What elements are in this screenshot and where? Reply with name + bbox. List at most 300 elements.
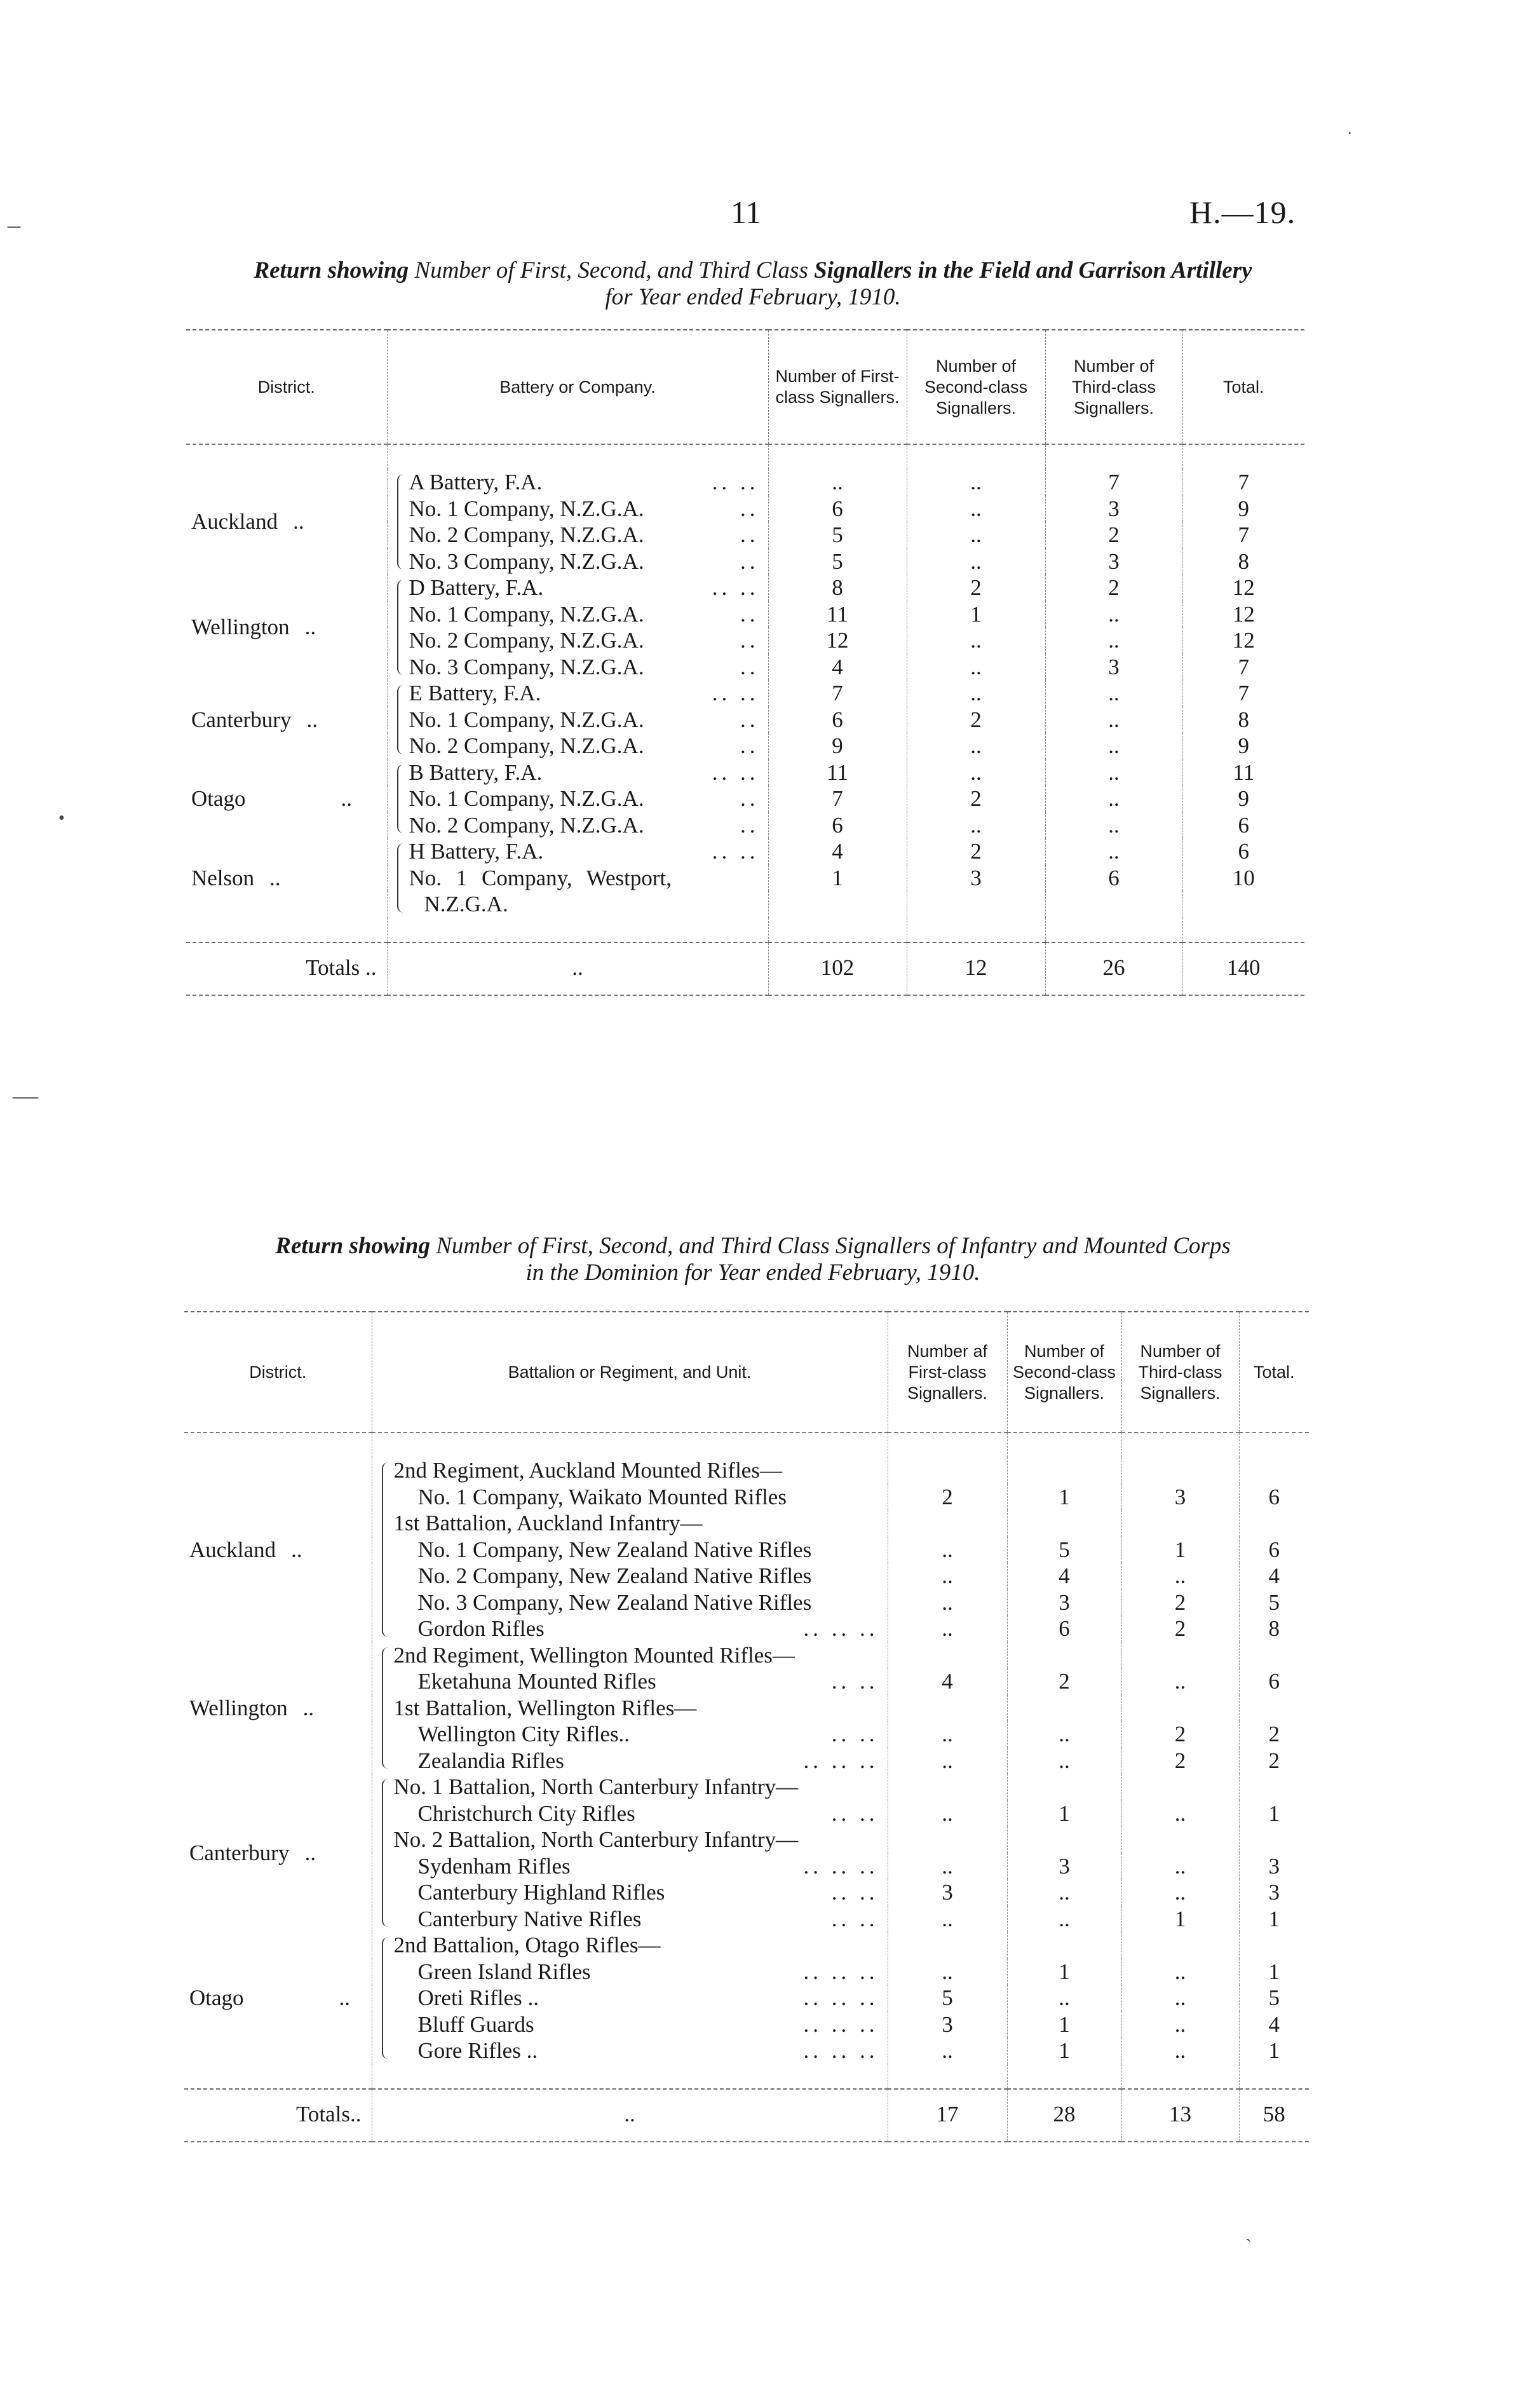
district-name: Auckland — [191, 509, 278, 534]
first-class-cell: .. — [888, 1959, 1007, 1985]
second-class-cell: 3 — [907, 865, 1045, 892]
third-class-cell: .. — [1121, 1563, 1239, 1589]
group-heading-row — [184, 1932, 1309, 1959]
district-name: Auckland — [189, 1537, 276, 1562]
total-cell: 7 — [1182, 680, 1304, 707]
infantry-caption-part: Number of First, Second, and Third Class — [430, 1233, 836, 1259]
artillery-table-body — [186, 444, 1304, 995]
total-second-class: 28 — [1007, 2089, 1121, 2142]
total-cell — [1239, 1695, 1309, 1722]
unit-cell — [372, 1484, 888, 1511]
first-class-cell: 6 — [768, 496, 907, 522]
second-class-cell — [1007, 1826, 1121, 1853]
second-class-cell: 1 — [1007, 1959, 1121, 1985]
margin-mark: · — [1347, 124, 1353, 142]
total-first-class: 17 — [888, 2089, 1007, 2142]
group-brace — [382, 1937, 391, 2059]
first-class-cell — [888, 1642, 1007, 1669]
total-cell — [1239, 1457, 1309, 1484]
margin-mark: – — [8, 210, 20, 239]
total-cell: 9 — [1182, 733, 1304, 759]
total-cell: 4 — [1239, 1563, 1309, 1589]
column-header-total: Total. — [1182, 330, 1304, 444]
table-row — [186, 575, 1304, 601]
first-class-cell: .. — [888, 1853, 1007, 1880]
grand-total: 58 — [1239, 2089, 1309, 2142]
third-class-cell: .. — [1121, 2037, 1239, 2064]
second-class-cell: 1 — [1007, 1800, 1121, 1827]
artillery-caption-part: Number of First, Second, and Third Class — [409, 257, 815, 283]
third-class-cell: .. — [1121, 1853, 1239, 1880]
table-row — [186, 469, 1304, 496]
spacer-row — [186, 918, 1304, 942]
first-class-cell: 9 — [768, 733, 907, 759]
first-class-cell: 3 — [888, 2011, 1007, 2038]
spacer-cell — [372, 1432, 888, 1457]
unit-heading-cell — [372, 1510, 888, 1537]
unit-cell: No. 1 Company, N.Z.G.A. .. — [387, 496, 768, 522]
unit-cell: Gore Rifles .. .. .. .. — [372, 2037, 888, 2064]
first-class-cell: 7 — [768, 680, 907, 707]
unit-name: Bluff Guards — [417, 2011, 534, 2037]
third-class-cell: 2 — [1045, 522, 1182, 548]
column-header-first-class: Number of First-class Signallers. — [768, 330, 907, 444]
third-class-cell: 3 — [1045, 654, 1182, 681]
group-brace — [382, 1462, 391, 1637]
third-class-cell: .. — [1045, 838, 1182, 865]
unit-cell — [372, 1589, 888, 1616]
column-header-unit: Battery or Company. — [387, 330, 768, 444]
second-class-cell: 5 — [1007, 1537, 1121, 1563]
unit-heading: 1st Battalion, Wellington Rifles— — [393, 1695, 697, 1720]
unit-name: No. 2 Company, N.Z.G.A. — [409, 522, 644, 547]
unit-name: Gordon Rifles — [417, 1616, 545, 1641]
third-class-cell — [1121, 1932, 1239, 1959]
first-class-cell: 6 — [768, 707, 907, 733]
unit-name: Canterbury Highland Rifles — [417, 1880, 665, 1905]
first-class-cell — [888, 1695, 1007, 1722]
spacer-cell — [372, 2064, 888, 2089]
unit-cell — [372, 1563, 888, 1589]
unit-cell: No. 1 Company, N.Z.G.A. .. — [387, 786, 768, 812]
group-brace — [397, 474, 406, 569]
third-class-cell: .. — [1045, 733, 1182, 759]
district-name: Otago — [191, 786, 246, 811]
second-class-cell: .. — [907, 759, 1045, 786]
total-cell: 8 — [1182, 548, 1304, 575]
unit-cell: No. 1 Company, N.Z.G.A. .. — [387, 601, 768, 628]
first-class-cell: .. — [888, 1906, 1007, 1933]
first-class-cell: 11 — [768, 601, 907, 628]
totals-unit-cell: .. — [372, 2089, 888, 2142]
district-name: Wellington — [191, 615, 290, 640]
unit-name: No. 2 Company, N.Z.G.A. — [409, 812, 644, 838]
district-cell: Otago .. — [191, 786, 353, 811]
first-class-cell: .. — [888, 1721, 1007, 1748]
spacer-cell — [1239, 2064, 1309, 2089]
third-class-cell: 2 — [1121, 1589, 1239, 1616]
district-cell: Wellington .. — [189, 1695, 315, 1720]
unit-heading-cell — [372, 1932, 888, 1959]
second-class-cell: .. — [1007, 1879, 1121, 1906]
grand-total: 140 — [1182, 942, 1304, 996]
second-class-cell: .. — [1007, 1985, 1121, 2011]
unit-name: No. 1 Company, N.Z.G.A. — [409, 786, 644, 811]
spacer-row — [186, 444, 1304, 469]
second-class-cell — [1007, 1932, 1121, 1959]
unit-cell: Canterbury Highland Rifles .. .. — [372, 1879, 888, 1906]
first-class-cell: .. — [888, 1616, 1007, 1642]
unit-name: Christchurch City Rifles — [417, 1800, 635, 1826]
second-class-cell: 2 — [907, 707, 1045, 733]
unit-heading: No. 1 Battalion, North Canterbury Infantry— — [393, 1774, 799, 1799]
second-class-cell — [1007, 1510, 1121, 1537]
third-class-cell — [1121, 1642, 1239, 1669]
group-brace — [382, 1647, 391, 1769]
total-first-class: 102 — [768, 942, 907, 996]
unit-name: Zealandia Rifles — [417, 1748, 564, 1773]
second-class-cell: 1 — [907, 601, 1045, 628]
artillery-caption-lead: Return showing — [254, 257, 409, 283]
unit-name: Gore Rifles .. — [417, 2038, 538, 2063]
second-class-cell: 2 — [907, 786, 1045, 812]
unit-cell: D Battery, F.A. .. .. — [387, 575, 768, 601]
unit-cell: Sydenham Rifles .. .. .. — [372, 1853, 888, 1880]
unit-cell: B Battery, F.A. .. .. — [387, 759, 768, 786]
total-cell: 6 — [1239, 1484, 1309, 1511]
total-cell: 2 — [1239, 1748, 1309, 1774]
unit-cell: No. 3 Company, N.Z.G.A. .. — [387, 654, 768, 681]
district-cell: Nelson .. — [191, 865, 281, 890]
second-class-cell: .. — [907, 469, 1045, 496]
unit-cell: Christchurch City Rifles .. .. — [372, 1800, 888, 1827]
unit-name: No. 1 Company, N.Z.G.A. — [409, 707, 644, 732]
third-class-cell: .. — [1045, 759, 1182, 786]
second-class-cell: .. — [1007, 1748, 1121, 1774]
third-class-cell: .. — [1121, 2011, 1239, 2038]
spacer-row — [184, 2064, 1309, 2089]
margin-mark: • — [58, 808, 65, 828]
total-cell: 7 — [1182, 522, 1304, 548]
district-cell: Canterbury .. — [189, 1840, 316, 1865]
first-class-cell — [888, 1774, 1007, 1800]
column-header-third-class: Number of Third-class Signallers. — [1045, 330, 1182, 444]
column-header-third-class: Number of Third-class Signallers. — [1121, 1312, 1239, 1432]
second-class-cell: .. — [907, 654, 1045, 681]
second-class-cell: .. — [907, 496, 1045, 522]
table-row — [186, 680, 1304, 707]
third-class-cell: 3 — [1045, 548, 1182, 575]
infantry-caption-lead: Return showing — [275, 1233, 430, 1259]
column-header-total: Total. — [1239, 1312, 1309, 1432]
unit-cell — [387, 891, 768, 918]
first-class-cell: .. — [888, 1563, 1007, 1589]
first-class-cell: 2 — [888, 1484, 1007, 1511]
third-class-cell: .. — [1045, 812, 1182, 839]
third-class-cell: .. — [1045, 601, 1182, 628]
spacer-cell — [184, 1432, 372, 1457]
column-header-district: District. — [257, 377, 315, 397]
total-cell: 3 — [1239, 1879, 1309, 1906]
total-cell: 12 — [1182, 575, 1304, 601]
unit-name: Green Island Rifles — [417, 1959, 591, 1984]
second-class-cell: .. — [907, 680, 1045, 707]
totals-row — [186, 942, 1304, 996]
total-cell — [1239, 1774, 1309, 1800]
third-class-cell: .. — [1121, 1668, 1239, 1695]
group-heading-row — [184, 1774, 1309, 1800]
third-class-cell: 3 — [1121, 1484, 1239, 1511]
unit-name: Wellington City Rifles.. — [417, 1722, 630, 1746]
unit-cell: Green Island Rifles .. .. .. — [372, 1959, 888, 1985]
infantry-caption — [184, 1233, 1322, 1286]
total-cell — [1239, 1932, 1309, 1959]
second-class-cell: .. — [1007, 1721, 1121, 1748]
total-cell: 1 — [1239, 1959, 1309, 1985]
first-class-cell: .. — [888, 1589, 1007, 1616]
total-cell — [1239, 1826, 1309, 1853]
unit-cell: Oreti Rifles .. .. .. .. — [372, 1985, 888, 2011]
unit-heading-cell — [372, 1826, 888, 1853]
total-cell: 6 — [1239, 1668, 1309, 1695]
district-cell: Auckland .. — [191, 509, 304, 534]
artillery-caption — [184, 257, 1322, 311]
unit-name-continued: N.Z.G.A. — [424, 892, 508, 916]
second-class-cell — [1007, 1457, 1121, 1484]
total-cell: 7 — [1182, 654, 1304, 681]
total-cell: 6 — [1182, 812, 1304, 839]
first-class-cell — [888, 1826, 1007, 1853]
second-class-cell: 4 — [1007, 1563, 1121, 1589]
first-class-cell: 4 — [768, 654, 907, 681]
district-name: Wellington — [189, 1695, 288, 1720]
group-brace — [397, 580, 406, 675]
second-class-cell: .. — [907, 812, 1045, 839]
unit-heading-cell — [372, 1642, 888, 1669]
third-class-cell — [1121, 1774, 1239, 1800]
third-class-cell: .. — [1121, 1879, 1239, 1906]
spacer-cell — [1121, 1432, 1239, 1457]
totals-label-text: Totals — [295, 2101, 350, 2126]
unit-cell: No. 2 Company, N.Z.G.A. .. — [387, 522, 768, 548]
district-name: Canterbury — [191, 707, 292, 732]
infantry-table-body — [184, 1432, 1309, 2142]
third-class-cell: .. — [1045, 680, 1182, 707]
group-brace — [382, 1779, 391, 1927]
unit-cell: E Battery, F.A. .. .. — [387, 680, 768, 707]
third-class-cell — [1121, 1457, 1239, 1484]
unit-heading: 1st Battalion, Auckland Infantry— — [393, 1511, 703, 1535]
unit-cell: Canterbury Native Rifles .. .. — [372, 1906, 888, 1933]
unit-name: No. 1 Company, N.Z.G.A. — [409, 601, 644, 627]
total-cell: 6 — [1182, 838, 1304, 865]
second-class-cell: 1 — [1007, 2037, 1121, 2064]
third-class-cell: 2 — [1121, 1748, 1239, 1774]
artillery-caption-line2: for Year ended February, 1910. — [605, 284, 901, 310]
second-class-cell: 1 — [1007, 2011, 1121, 2038]
totals-unit-cell: .. — [387, 942, 768, 996]
artillery-table — [186, 329, 1304, 996]
total-cell: 6 — [1239, 1537, 1309, 1563]
totals-row — [184, 2089, 1309, 2142]
total-cell: 9 — [1182, 786, 1304, 812]
spacer-cell — [184, 2064, 372, 2089]
unit-name: No. 1 Company, N.Z.G.A. — [409, 496, 644, 521]
document-reference: H.—19. — [1189, 194, 1296, 230]
unit-cell: Gordon Rifles .. .. .. — [372, 1616, 888, 1642]
unit-name: Sydenham Rifles — [417, 1853, 571, 1879]
total-third-class: 26 — [1045, 942, 1182, 996]
total-cell: 8 — [1182, 707, 1304, 733]
unit-cell: No. 2 Company, N.Z.G.A. .. — [387, 627, 768, 654]
column-header-district: District. — [249, 1362, 307, 1382]
second-class-cell: 6 — [1007, 1616, 1121, 1642]
spacer-cell — [1007, 1432, 1121, 1457]
spacer-cell — [888, 2064, 1007, 2089]
unit-name: No. 2 Company, N.Z.G.A. — [409, 733, 644, 758]
first-class-cell: .. — [768, 469, 907, 496]
first-class-cell: 4 — [888, 1668, 1007, 1695]
first-class-cell: 12 — [768, 627, 907, 654]
first-class-cell: 5 — [768, 548, 907, 575]
total-cell: 9 — [1182, 496, 1304, 522]
first-class-cell: 8 — [768, 575, 907, 601]
infantry-table — [184, 1311, 1309, 2142]
third-class-cell — [1121, 1695, 1239, 1722]
first-class-cell: 3 — [888, 1879, 1007, 1906]
unit-cell — [372, 1537, 888, 1563]
spacer-cell — [1239, 1432, 1309, 1457]
unit-cell: H Battery, F.A. .. .. — [387, 838, 768, 865]
unit-name: No. 1 Company, Westport, — [409, 865, 672, 890]
total-cell: 5 — [1239, 1985, 1309, 2011]
unit-cell: No. 2 Company, N.Z.G.A. .. — [387, 733, 768, 759]
unit-cell: Wellington City Rifles.. .. .. — [372, 1721, 888, 1748]
margin-mark: — — [13, 1081, 38, 1110]
unit-heading: 2nd Battalion, Otago Rifles— — [393, 1933, 661, 1957]
second-class-cell: 2 — [907, 838, 1045, 865]
district-cell: Otago .. — [189, 1985, 351, 2010]
unit-name: H Battery, F.A. — [409, 839, 544, 864]
third-class-cell: .. — [1121, 1959, 1239, 1985]
total-cell: 5 — [1239, 1589, 1309, 1616]
unit-cell: A Battery, F.A. .. .. — [387, 469, 768, 496]
second-class-cell — [1007, 1695, 1121, 1722]
second-class-cell: .. — [907, 548, 1045, 575]
group-brace — [397, 685, 406, 754]
total-cell: 4 — [1239, 2011, 1309, 2038]
second-class-cell: .. — [1007, 1906, 1121, 1933]
third-class-cell: 2 — [1121, 1616, 1239, 1642]
total-cell: 8 — [1239, 1616, 1309, 1642]
unit-heading-cell — [372, 1457, 888, 1484]
unit-heading: No. 2 Battalion, North Canterbury Infantry— — [393, 1827, 799, 1852]
unit-name: D Battery, F.A. — [409, 575, 544, 600]
group-brace — [397, 765, 406, 834]
unit-cell: No. 3 Company, N.Z.G.A. .. — [387, 548, 768, 575]
unit-name: No. 1 Company, Waikato Mounted Rifles — [417, 1484, 787, 1509]
unit-heading: 2nd Regiment, Wellington Mounted Rifles— — [393, 1642, 795, 1668]
third-class-cell: .. — [1121, 1985, 1239, 2011]
column-header-first-class: Number af First-class Signallers. — [888, 1312, 1007, 1432]
first-class-cell — [888, 1932, 1007, 1959]
third-class-cell: .. — [1045, 786, 1182, 812]
spacer-cell — [1121, 2064, 1239, 2089]
unit-name: B Battery, F.A. — [409, 759, 543, 785]
first-class-cell: 6 — [768, 812, 907, 839]
artillery-caption-bold: Signallers in the Field and Garrison Artillery — [814, 257, 1252, 283]
table-row — [186, 759, 1304, 786]
district-cell: Wellington .. — [191, 615, 316, 640]
unit-name: A Battery, F.A. — [409, 470, 543, 494]
district-name: Nelson — [191, 865, 255, 890]
total-cell: 1 — [1239, 1906, 1309, 1933]
district-cell: Auckland .. — [189, 1537, 302, 1562]
unit-heading-cell — [372, 1695, 888, 1722]
infantry-caption-line2: in the Dominion for Year ended February, 1910. — [525, 1260, 980, 1286]
unit-name: No. 1 Company, New Zealand Native Rifles — [417, 1537, 812, 1562]
first-class-cell: 11 — [768, 759, 907, 786]
third-class-cell: 1 — [1121, 1906, 1239, 1933]
unit-name: No. 3 Company, N.Z.G.A. — [409, 654, 644, 679]
second-class-cell: 3 — [1007, 1853, 1121, 1880]
first-class-cell: 5 — [888, 1985, 1007, 2011]
district-name: Canterbury — [189, 1840, 290, 1865]
total-cell: 2 — [1239, 1721, 1309, 1748]
unit-name: Oreti Rifles .. — [417, 1985, 539, 2010]
group-heading-row — [184, 1457, 1309, 1484]
third-class-cell: .. — [1121, 1800, 1239, 1827]
third-class-cell: .. — [1045, 707, 1182, 733]
infantry-caption-bold: Signallers of Infantry and Mounted Corps — [835, 1233, 1231, 1259]
third-class-cell: 2 — [1045, 575, 1182, 601]
total-cell: 10 — [1182, 865, 1304, 892]
total-cell: 12 — [1182, 627, 1304, 654]
column-header-unit: Battalion or Regiment, and Unit. — [372, 1312, 888, 1432]
page-number: 11 — [731, 194, 762, 230]
unit-name: E Battery, F.A. — [409, 681, 541, 705]
total-cell: 7 — [1182, 469, 1304, 496]
group-heading-row — [184, 1642, 1309, 1669]
table-row — [186, 838, 1304, 865]
total-second-class: 12 — [907, 942, 1045, 996]
second-class-cell: .. — [907, 522, 1045, 548]
second-class-cell: .. — [907, 627, 1045, 654]
first-class-cell: .. — [888, 2037, 1007, 2064]
second-class-cell — [1007, 1642, 1121, 1669]
district-name: Otago — [189, 1985, 244, 2010]
column-header-second-class: Number of Second-class Signallers. — [907, 330, 1045, 444]
unit-cell: No. 2 Company, N.Z.G.A. .. — [387, 812, 768, 839]
total-third-class: 13 — [1121, 2089, 1239, 2142]
third-class-cell: 6 — [1045, 865, 1182, 892]
unit-name: Canterbury Native Rifles — [417, 1906, 642, 1931]
first-class-cell: 1 — [768, 865, 907, 892]
second-class-cell: .. — [907, 733, 1045, 759]
first-class-cell: .. — [888, 1537, 1007, 1563]
total-cell: 1 — [1239, 1800, 1309, 1827]
second-class-cell: 3 — [1007, 1589, 1121, 1616]
second-class-cell — [1007, 1774, 1121, 1800]
unit-name: No. 3 Company, New Zealand Native Rifles — [417, 1589, 812, 1615]
spacer-cell — [888, 1432, 1007, 1457]
total-cell: 12 — [1182, 601, 1304, 628]
second-class-cell: 1 — [1007, 1484, 1121, 1511]
first-class-cell — [888, 1457, 1007, 1484]
spacer-row — [184, 1432, 1309, 1457]
unit-name: No. 3 Company, N.Z.G.A. — [409, 548, 644, 574]
total-cell: 3 — [1239, 1853, 1309, 1880]
